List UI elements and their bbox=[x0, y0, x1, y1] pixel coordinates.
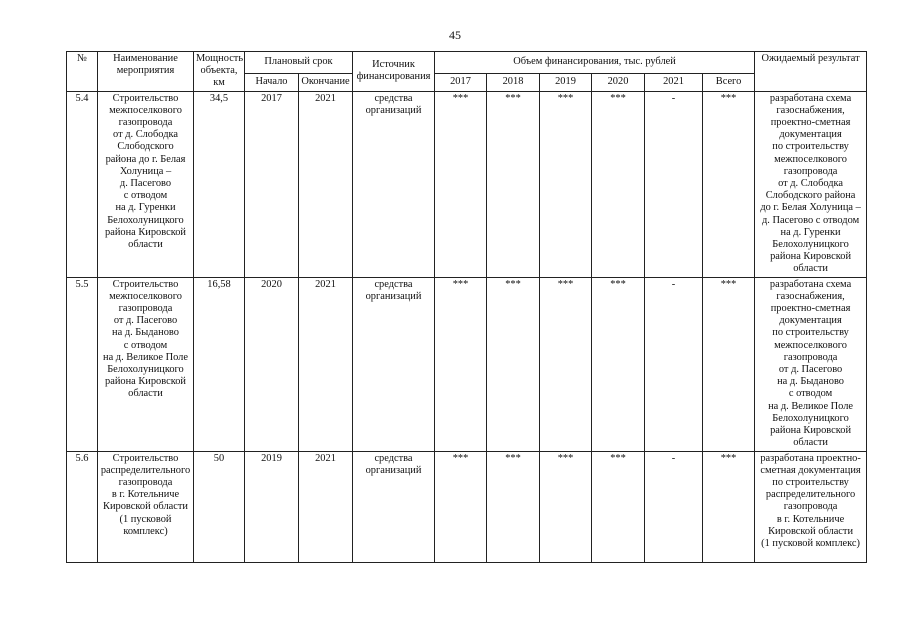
row-end: 2021 bbox=[299, 451, 353, 562]
row-value-2018: *** bbox=[487, 451, 540, 562]
row-name: Строительство распределительного газопровода в г. Котельниче Кировской области (1 пусковой комплекс) bbox=[98, 451, 194, 562]
row-end: 2021 bbox=[299, 91, 353, 277]
row-value-2021: - bbox=[645, 277, 703, 451]
row-value-2017: *** bbox=[435, 451, 487, 562]
row-result: разработана проектно- сметная документация по строительству распределительного газопровода в г. Котельниче Кировской области (1 пусковой комплекс) bbox=[755, 451, 867, 562]
header-year-2021: 2021 bbox=[645, 73, 703, 91]
row-name: Строительство межпоселкового газопровода от д. Слободка Слободского района до г. Белая Холуница – д. Пасегово с отводом на д. Гуренки Белохолуницкого района Кировской области bbox=[98, 91, 194, 277]
row-start: 2017 bbox=[245, 91, 299, 277]
header-capacity: Мощность объекта, км bbox=[194, 52, 245, 92]
row-value-total: *** bbox=[703, 451, 755, 562]
header-term-end: Окончание bbox=[299, 73, 353, 91]
row-value-2021: - bbox=[645, 451, 703, 562]
row-value-2020: *** bbox=[592, 277, 645, 451]
row-source: средства организаций bbox=[353, 277, 435, 451]
row-value-2020: *** bbox=[592, 91, 645, 277]
header-num: № bbox=[67, 52, 98, 92]
header-source: Источник финансирования bbox=[353, 52, 435, 92]
row-value-2019: *** bbox=[540, 91, 592, 277]
header-year-2017: 2017 bbox=[435, 73, 487, 91]
row-value-2019: *** bbox=[540, 277, 592, 451]
row-value-2021: - bbox=[645, 91, 703, 277]
row-value-2017: *** bbox=[435, 91, 487, 277]
measures-table bbox=[66, 51, 867, 563]
row-num: 5.5 bbox=[67, 277, 98, 451]
table-row bbox=[67, 91, 867, 277]
row-end: 2021 bbox=[299, 277, 353, 451]
row-name: Строительство межпоселкового газопровода от д. Пасегово на д. Быданово с отводом на д. Великое Поле Белохолуницкого района Кировской области bbox=[98, 277, 194, 451]
header-year-2019: 2019 bbox=[540, 73, 592, 91]
row-capacity: 16,58 bbox=[194, 277, 245, 451]
row-capacity: 50 bbox=[194, 451, 245, 562]
header-term: Плановый срок bbox=[245, 52, 353, 74]
row-value-2019: *** bbox=[540, 451, 592, 562]
header-total: Всего bbox=[703, 73, 755, 91]
row-value-2018: *** bbox=[487, 91, 540, 277]
header-volume: Объем финансирования, тыс. рублей bbox=[435, 52, 755, 74]
table-row bbox=[67, 277, 867, 451]
header-year-2018: 2018 bbox=[487, 73, 540, 91]
row-value-2017: *** bbox=[435, 277, 487, 451]
row-result: разработана схема газоснабжения, проектно-сметная документация по строительству межпоселкового газопровода от д. Слободка Слободского района до г. Белая Холуница – д. Пасегово с отводом на д. Гуренки Белохолуницкого района Кировской области bbox=[755, 91, 867, 277]
row-value-total: *** bbox=[703, 277, 755, 451]
row-source: средства организаций bbox=[353, 91, 435, 277]
row-source: средства организаций bbox=[353, 451, 435, 562]
row-num: 5.4 bbox=[67, 91, 98, 277]
row-value-2020: *** bbox=[592, 451, 645, 562]
header-term-start: Начало bbox=[245, 73, 299, 91]
header-result: Ожидаемый результат bbox=[755, 52, 867, 92]
row-value-total: *** bbox=[703, 91, 755, 277]
table-row bbox=[67, 451, 867, 562]
row-num: 5.6 bbox=[67, 451, 98, 562]
header-name: Наименование мероприятия bbox=[98, 52, 194, 92]
row-value-2018: *** bbox=[487, 277, 540, 451]
header-year-2020: 2020 bbox=[592, 73, 645, 91]
row-result: разработана схема газоснабжения, проектно-сметная документация по строительству межпоселкового газопровода от д. Пасегово на д. Быданово с отводом на д. Великое Поле Белохолуницкого района Кировской области bbox=[755, 277, 867, 451]
row-start: 2020 bbox=[245, 277, 299, 451]
row-start: 2019 bbox=[245, 451, 299, 562]
page-number: 45 bbox=[449, 28, 461, 42]
row-capacity: 34,5 bbox=[194, 91, 245, 277]
